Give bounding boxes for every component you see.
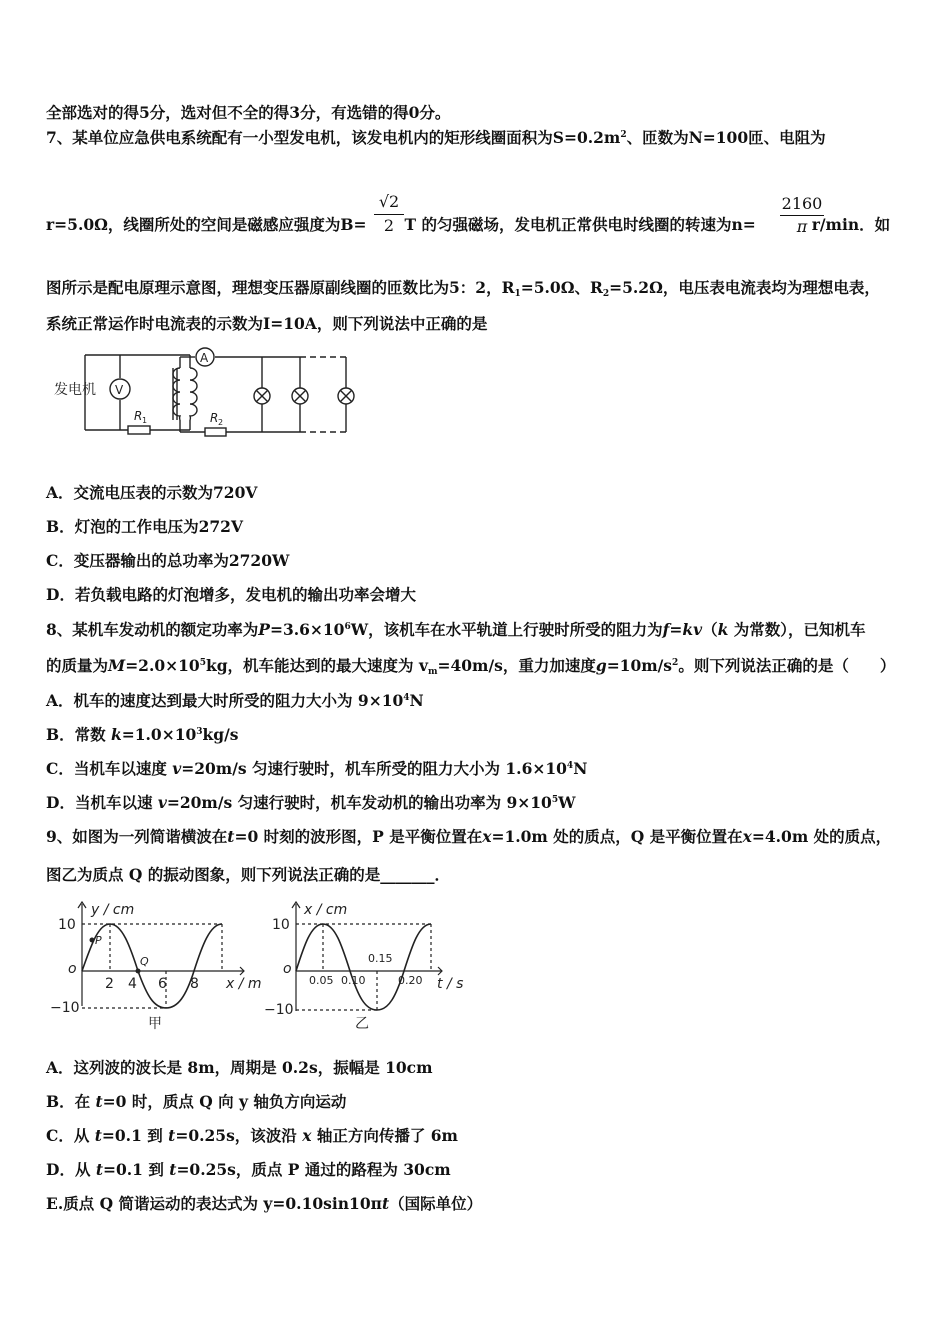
q8-option-d: D．当机车以速 v=20m/s 匀速行驶时，机车发动机的输出功率为 $9\times 10^5W$	[46, 793, 576, 812]
q8-option-b: B．常数 $k=1.0\times 10^3kg/s$	[46, 725, 239, 744]
vibration-curve	[296, 924, 431, 1010]
tick-2: 2	[105, 976, 114, 992]
tick-4: 4	[128, 976, 137, 992]
y-axis-label-yi: x / cm	[304, 902, 348, 918]
q9-line2: 图乙为质点 Q 的振动图象，则下列说法正确的是_______．	[46, 865, 451, 884]
vibration-graph-yi	[262, 896, 472, 1036]
origin-label-yi: o	[283, 961, 292, 977]
intro-line: 全部选对的得5分，选对但不全的得3分，有选错的得0分。	[46, 103, 451, 122]
r1-label: R	[134, 409, 143, 423]
circuit-diagram	[50, 340, 370, 445]
generator-label: 发电机	[54, 382, 96, 398]
wave-curve	[82, 924, 222, 1008]
q7-line1: 7、某单位应急供电系统配有一小型发电机，该发电机内的矩形线圈面积为$S=0.2m^2$、匝数为N=100匝、电阻为	[46, 128, 826, 147]
q7-option-b: B．灯泡的工作电压为272V	[46, 517, 243, 536]
tick-020: 0.20	[398, 974, 423, 987]
q9-option-e: E.质点 Q 简谐运动的表达式为 y=0.10sin10πt（国际单位）	[46, 1194, 483, 1213]
fraction-n: $\frac{2160}{\pi}$	[781, 194, 823, 236]
wave-graph-jia	[44, 896, 264, 1036]
caption-jia: 甲	[148, 1016, 162, 1032]
q8-line1: 8、某机车发动机的额定功率为$P=3.6\times 10^6W$，该机车在水平轨道上行驶时所受的阻力为f=kv（k 为常数），已知机车	[46, 620, 866, 639]
q7-option-a: A．交流电压表的示数为720V	[46, 483, 258, 502]
r2-label: R	[210, 411, 219, 425]
q9-option-a: A．这列波的波长是 8m，周期是 0.2s，振幅是 10cm	[46, 1058, 433, 1077]
min-label: −10	[50, 1000, 80, 1016]
q8-option-a: A．机车的速度达到最大时所受的阻力大小为 $9\times 10^4N$	[46, 691, 424, 710]
min-label-yi: −10	[264, 1002, 294, 1018]
point-q	[136, 969, 141, 974]
q7-option-c: C．变压器输出的总功率为2720W	[46, 551, 290, 570]
q7-line4: 系统正常运作时电流表的示数为I=10A，则下列说法中正确的是	[46, 314, 488, 333]
q9-option-c: C．从 t=0.1 到 t=0.25s，该波沿 x 轴正方向传播了 6m	[46, 1126, 458, 1145]
tick-010: 0.10	[341, 974, 366, 987]
voltmeter-label: V	[115, 383, 124, 397]
tick-005: 0.05	[309, 974, 334, 987]
q8-line2: 的质量为$M=2.0\times 10^5kg$，机车能达到的最大速度为 $v_m=40m/s$，重力加速度$g=10m/s^2$。则下列说法正确的是（ ）	[46, 656, 896, 677]
x-axis-label: x / m	[226, 976, 262, 992]
q-label: Q	[140, 955, 149, 968]
tick-6: 6	[158, 976, 167, 992]
r2-sub: 2	[218, 418, 224, 427]
q8-option-c: C．当机车以速度 v=20m/s 匀速行驶时，机车所受的阻力大小为 $1.6\times 10^4N$	[46, 759, 588, 778]
q7-line3: 图所示是配电原理示意图，理想变压器原副线圈的匝数比为5：2，$R_1=5.0\Omega$、$R_2=5.2\Omega$，电压表电流表均为理想电表，	[46, 278, 880, 299]
tick-015: 0.15	[368, 952, 393, 965]
tick-8: 8	[190, 976, 199, 992]
origin-label: o	[68, 961, 77, 977]
q9-option-b: B．在 t=0 时，质点 Q 向 y 轴负方向运动	[46, 1092, 347, 1111]
q7-option-d: D．若负载电路的灯泡增多，发电机的输出功率会增大	[46, 585, 416, 604]
q7-line2: r=5.0Ω，线圈所处的空间是磁感应强度为B= T 的匀强磁场，发电机正常供电时线圈的转速为n= r/min．如	[46, 215, 891, 234]
p-label: P	[95, 934, 102, 947]
r1-sub: 1	[142, 416, 148, 425]
ammeter-label: A	[200, 351, 209, 365]
point-p	[90, 938, 95, 943]
q9-line1: 9、如图为一列简谐横波在t=0 时刻的波形图，P 是平衡位置在x=1.0m 处的质点，Q 是平衡位置在x=4.0m 处的质点，	[46, 827, 892, 846]
caption-yi: 乙	[355, 1016, 369, 1032]
fraction-b: $\frac{√2}{2}$	[374, 190, 404, 237]
q9-option-d: D．从 t=0.1 到 t=0.25s，质点 P 通过的路程为 30cm	[46, 1160, 451, 1179]
t-axis-label: t / s	[437, 976, 464, 992]
max-label-yi: 10	[272, 917, 290, 933]
y-axis-label: y / cm	[91, 902, 135, 918]
max-label: 10	[58, 917, 76, 933]
